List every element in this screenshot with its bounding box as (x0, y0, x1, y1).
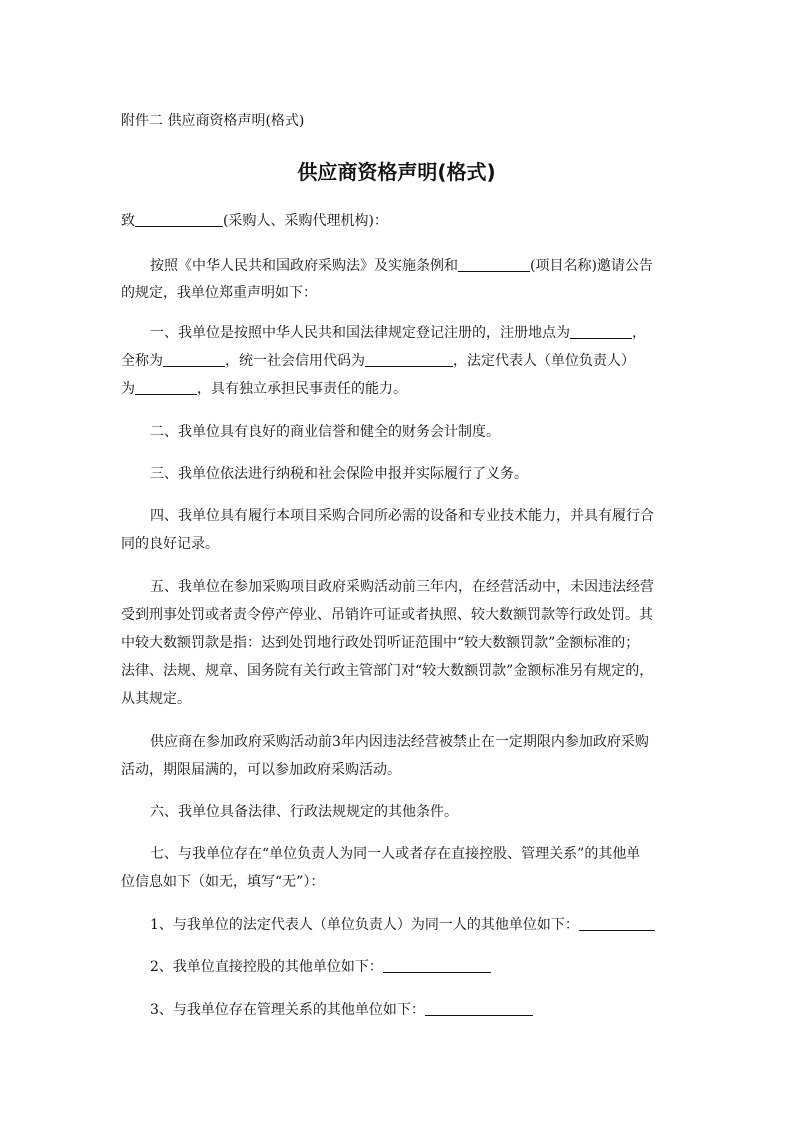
credit-code-blank[interactable] (365, 350, 453, 367)
managed-units-blank[interactable] (425, 999, 533, 1016)
item4-line-2: 同的良好记录。 (121, 536, 219, 552)
page-title: 供应商资格声明(格式) (297, 160, 496, 184)
item7-line-1: 七、与我单位存在“单位负责人为同一人或者存在直接控股、管理关系”的其他单 (150, 846, 641, 862)
item1-text-c: 为 (121, 381, 135, 397)
supplier-note-line-2: 活动，期限届满的，可以参加政府采购活动。 (121, 762, 401, 778)
purchaser-blank[interactable] (135, 210, 223, 227)
item5-line-4: 法律、法规、规章、国务院有关行政主管部门对“较大数额罚款”金额标准另有规定的， (121, 663, 654, 679)
item1-text-b: 全称为 (121, 353, 163, 369)
item1-line-1 (150, 322, 646, 344)
controlled-units-blank[interactable] (383, 956, 491, 973)
sub3-text: 3、与我单位存在管理关系的其他单位如下： (150, 1002, 425, 1018)
item5-line-5: 从其规定。 (121, 691, 191, 707)
attachment-label: 附件二 供应商资格声明(格式) (121, 113, 305, 129)
item1-line-2 (121, 350, 635, 372)
item5-line-1: 五、我单位在参加采购项目政府采购活动前三年内，在经营活动中，未因违法经营 (150, 579, 654, 595)
supplier-note-line-1: 供应商在参加政府采购活动前3年内因违法经营被禁止在一定期限内参加政府采购 (150, 734, 649, 750)
sub2-text: 2、我单位直接控股的其他单位如下： (150, 959, 383, 975)
same-rep-units-blank[interactable] (579, 914, 655, 931)
intro-line-2: 的规定，我单位郑重声明如下： (121, 285, 317, 301)
sub1-line (150, 914, 655, 936)
sub2-line (150, 956, 491, 978)
item6-text: 六、我单位具备法律、行政法规规定的其他条件。 (150, 804, 458, 820)
item1-text-b2: ，统一社会信用代码为 (225, 353, 365, 369)
salutation-line (121, 210, 388, 232)
full-name-blank[interactable] (163, 350, 225, 367)
project-name-blank[interactable] (458, 255, 530, 272)
item4-line-1: 四、我单位具有履行本项目采购合同所必需的设备和专业技术能力，并具有履行合 (150, 508, 654, 524)
registration-place-blank[interactable] (570, 322, 632, 339)
item2-text: 二、我单位具有良好的商业信誉和健全的财务会计制度。 (150, 424, 500, 440)
item7-line-2: 位信息如下（如无，填写“无”）： (121, 874, 325, 890)
salutation-suffix: (采购人、采购代理机构)： (223, 213, 388, 229)
item5-line-3: 中较大数额罚款是指：达到处罚地行政处罚听证范围中“较大数额罚款”金额标准的； (121, 635, 640, 651)
sub1-text: 1、与我单位的法定代表人（单位负责人）为同一人的其他单位如下： (150, 917, 579, 933)
sub3-line (150, 999, 533, 1021)
item1-text-b3: ，法定代表人（单位负责人） (453, 353, 635, 369)
legal-rep-blank[interactable] (135, 378, 197, 395)
item1-text-c2: ，具有独立承担民事责任的能力。 (197, 381, 407, 397)
item3-text: 三、我单位依法进行纳税和社会保险申报并实际履行了义务。 (150, 466, 528, 482)
salutation-prefix: 致 (121, 213, 135, 229)
item1-text-a: 一、我单位是按照中华人民共和国法律规定登记注册的，注册地点为 (150, 325, 570, 341)
item1-line-3 (121, 378, 407, 400)
intro-text-1: 按照《中华人民共和国政府采购法》及实施条例和 (150, 258, 458, 274)
item5-line-2: 受到刑事处罚或者责令停产停业、吊销许可证或者执照、较大数额罚款等行政处罚。其 (121, 607, 653, 623)
intro-line-1 (150, 255, 653, 277)
item1-text-a-end: ， (632, 325, 646, 341)
intro-text-2: (项目名称)邀请公告 (530, 258, 653, 274)
